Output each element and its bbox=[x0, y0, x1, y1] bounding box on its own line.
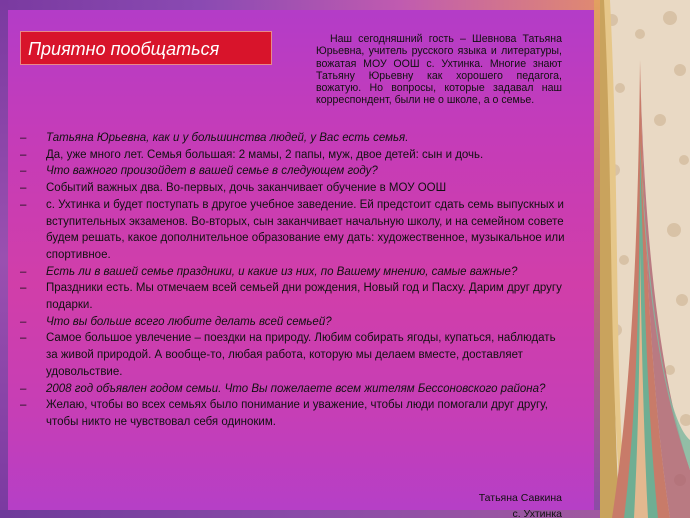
bullet-dash: – bbox=[20, 282, 27, 295]
interview-question bbox=[20, 163, 568, 180]
slide-left-edge bbox=[0, 0, 8, 518]
interview-answer bbox=[20, 330, 568, 380]
interview-answer bbox=[20, 280, 568, 313]
bullet-dash: – bbox=[20, 148, 27, 161]
interview-question bbox=[20, 314, 568, 331]
bullet-dash: – bbox=[20, 265, 27, 278]
interview-answer bbox=[20, 397, 568, 430]
interview-question bbox=[20, 381, 568, 398]
bullet-dash: – bbox=[20, 132, 27, 144]
interview-question bbox=[20, 264, 568, 281]
dialog-text: Что вы больше всего любите делать всей семьей? bbox=[46, 315, 332, 328]
bullet-dash: – bbox=[20, 382, 27, 395]
signature-author: Татьяна Савкина bbox=[478, 492, 562, 504]
dialog-text: Да, уже много лет. Семья большая: 2 мамы, 2 папы, муж, двое детей: сын и дочь. bbox=[46, 148, 484, 161]
interview-dialog bbox=[20, 130, 568, 431]
interview-answer bbox=[20, 180, 568, 197]
decorative-floral-panel bbox=[600, 0, 690, 518]
signature bbox=[479, 490, 562, 518]
dialog-text: Есть ли в вашей семье праздники, и какие из них, по Вашему мнению, самые важные? bbox=[46, 265, 518, 278]
interview-answer bbox=[20, 197, 568, 264]
dialog-text: Самое большое увлечение – поездки на природу. Любим собирать ягоды, купаться, наблюдать за живой природой. А вообще-то, любая работа, которую мы делаем вместе, доставляет удовольствие. bbox=[46, 332, 556, 378]
dialog-text: Желаю, чтобы во всех семьях было понимание и уважение, чтобы люди помогали друг другу, чтобы никто не чувствовал себя одиноким. bbox=[46, 399, 548, 428]
bullet-dash: – bbox=[20, 399, 27, 412]
intro-paragraph: Наш сегодняшний гость – Шевнова Татьяна Юрьевна, учитель русского языка и литературы, вожатая МОУ ООШ с. Ухтинка. Многие знают Татьяну Юрьевну как хорошего педагога, вожатую. Но вопросы, которые задавал наш корреспондент, были не о школе, а о семье. bbox=[316, 33, 562, 107]
page-title: Приятно пообщаться bbox=[28, 39, 220, 59]
dialog-text: с. Ухтинка и будет поступать в другое учебное заведение. Ей предстоит сдать семь выпускных и вступительных экзаменов. Во-вторых, сын заканчивает начальную школу, и на семейном совете будем решать, какое дополнительное образование ему дать: художественное, музыкальное или спортивное. bbox=[46, 198, 565, 261]
bullet-dash: – bbox=[20, 182, 27, 195]
dialog-text: Событий важных два. Во-первых, дочь заканчивает обучение в МОУ ООШ bbox=[46, 182, 447, 195]
signature-place: с. Ухтинка bbox=[512, 508, 562, 518]
title-box bbox=[20, 31, 272, 65]
bullet-dash: – bbox=[20, 315, 27, 328]
dialog-text: 2008 год объявлен годом семьи. Что Вы пожелаете всем жителям Бессоновского района? bbox=[46, 382, 546, 395]
bullet-dash: – bbox=[20, 332, 27, 345]
bullet-dash: – bbox=[20, 198, 27, 211]
dialog-text: Праздники есть. Мы отмечаем всей семьей дни рождения, Новый год и Пасху. Дарим друг другу подарки. bbox=[46, 282, 562, 312]
bullet-dash: – bbox=[20, 165, 27, 178]
dialog-text: Что важного произойдет в вашей семье в следующем году? bbox=[46, 165, 378, 178]
dialog-text: Татьяна Юрьевна, как и у большинства людей, у Вас есть семья. bbox=[46, 132, 409, 144]
slide-top-edge bbox=[0, 0, 600, 10]
interview-answer bbox=[20, 147, 568, 164]
interview-question bbox=[20, 130, 568, 147]
